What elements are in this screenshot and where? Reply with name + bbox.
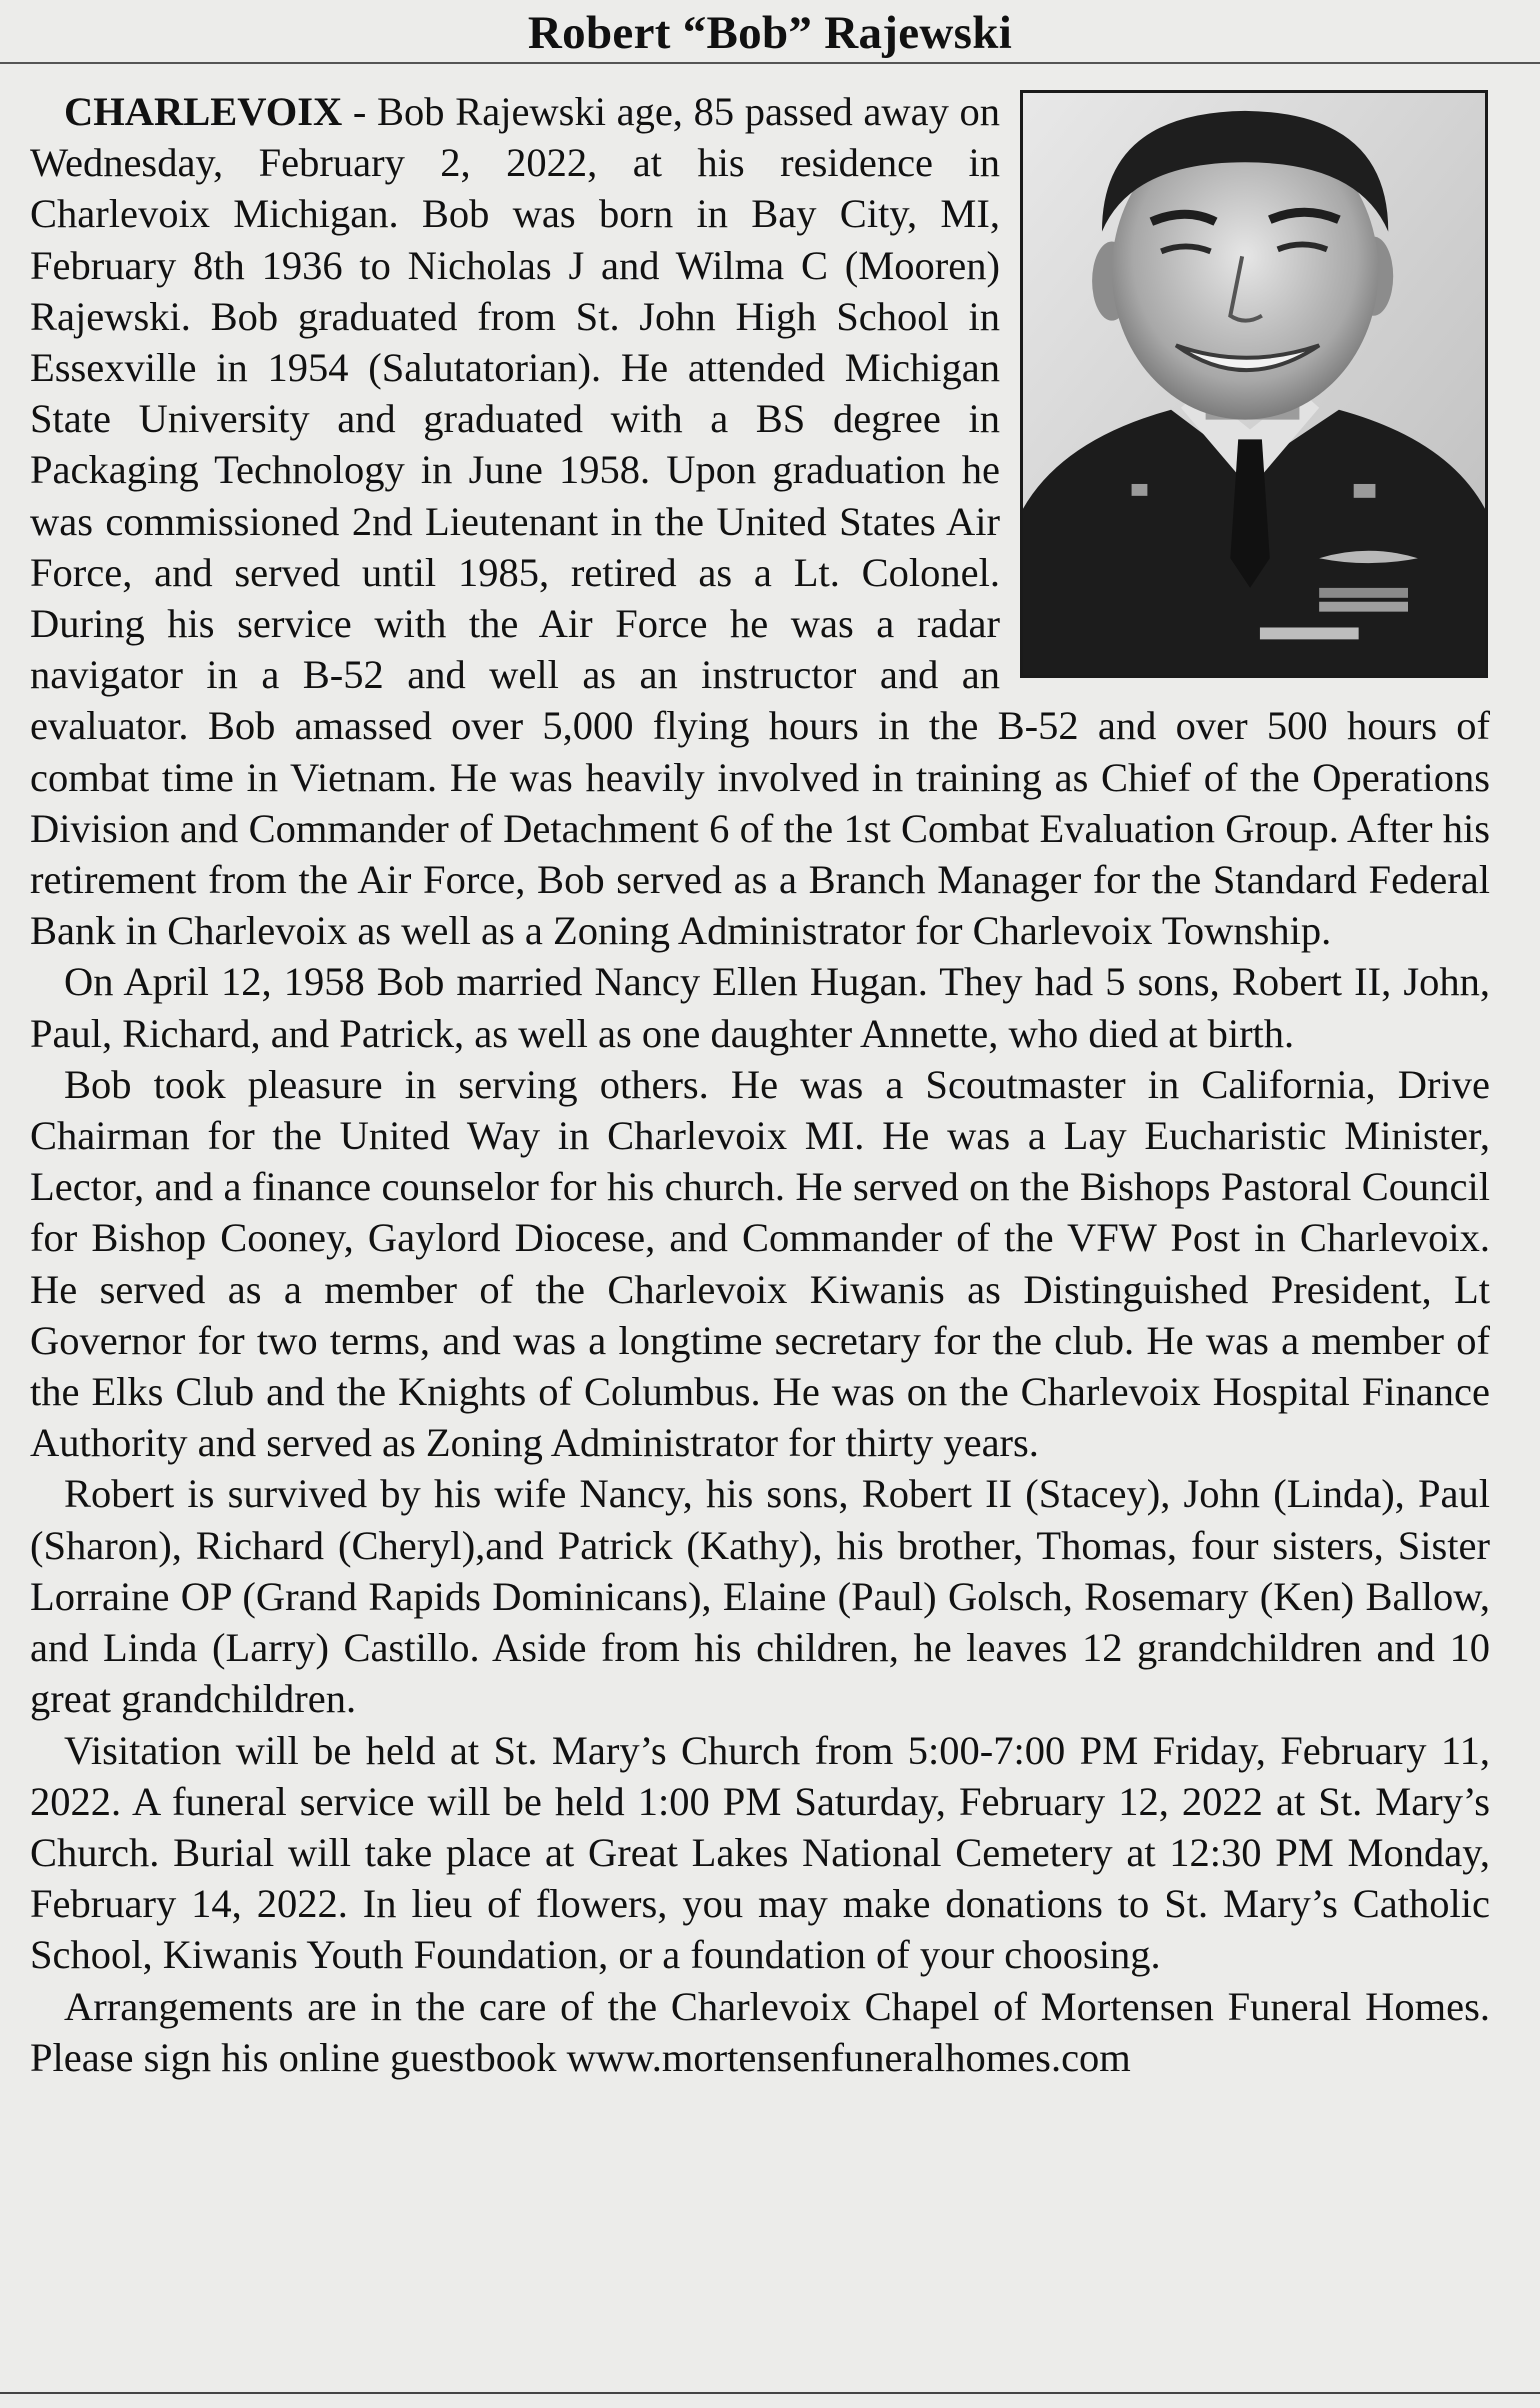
- obituary-paragraph-4: Robert is survived by his wife Nancy, his sons, Robert II (Stacey), John (Linda), Paul (Sharon), Richard (Cheryl),and Patrick (Kathy), his brother, Thomas, four sisters, Sister Lorraine OP (Grand Rapids Dominicans), Elaine (Paul) Golsch, Rosemary (Ken) Ballow, and Linda (Larry) Castillo. Aside from his children, he leaves 12 grandchildren and 10 great grandchildren.: [30, 1471, 1490, 1722]
- paragraph-text: - Bob Rajewski age, 85 passed away on Wednesday, February 2, 2022, at his residence in Charlevoix Michigan. Bob was born in Bay City, MI, February 8th 1936 to Nicholas J and Wilma C (Mooren) Rajewski. Bob graduated from St. John High School in Essexville in 1954 (Salutatorian). He attended Michigan State University and graduated with a BS degree in Packaging Technology in June 1958. Upon graduation he was commissioned 2nd Lieutenant in the United States Air Force, and served until 1985, retired as a Lt. Colonel. During his service with the Air Force he was a radar navigator in a B-52 and well as an instructor and an evaluator. Bob amassed over 5,000 flying hours in the B-52 and over 500 hours of combat time in Vietnam. He was heavily involved in training as Chief of the Operations Division and Commander of Detachment 6 of the 1st Combat Evaluation Group. After his retirement from the Air Force, Bob served as a Branch Manager for the Standard Federal Bank in Charlevoix as well as a Zoning Administrator for Charlevoix Township.: [30, 89, 1490, 954]
- photo-wrap-space: [1000, 86, 1490, 696]
- obituary-paragraph-5: Visitation will be held at St. Mary’s Church from 5:00-7:00 PM Friday, February 11, 2022. A funeral service will be held 1:00 PM Saturday, February 12, 2022 at St. Mary’s Church. Burial will take place at Great Lakes National Cemetery at 12:30 PM Monday, February 14, 2022. In lieu of flowers, you may make donations to St. Mary’s Catholic School, Kiwanis Youth Foundation, or a foundation of your choosing.: [30, 1727, 1490, 1978]
- obituary-paragraph-3: Bob took pleasure in serving others. He was a Scoutmaster in California, Drive Chairman for the United Way in Charlevoix MI. He was a Lay Eucharistic Minister, Lector, and a finance counselor for his church. He served on the Bishops Pastoral Council for Bishop Cooney, Gaylord Diocese, and Commander of the VFW Post in Charlevoix. He served as a member of the Charlevoix Kiwanis as Distinguished President, Lt Governor for two terms, and was a longtime secretary for the club. He was a member of the Elks Club and the Knights of Columbus. He was on the Charlevoix Hospital Finance Authority and served as Zoning Administrator for thirty years.: [30, 1061, 1490, 1466]
- obituary-title: Robert “Bob” Rajewski: [527, 7, 1013, 59]
- title-divider: [0, 62, 1540, 64]
- obituary-paragraph-2: On April 12, 1958 Bob married Nancy Ellen Hugan. They had 5 sons, Robert II, John, Paul, Richard, and Patrick, as well as one daughter Annette, who died at birth.: [30, 959, 1490, 1056]
- obituary-paragraph-6: Arrangements are in the care of the Charlevoix Chapel of Mortensen Funeral Homes. Please sign his online guestbook www.mortensenfuneralhomes.com: [30, 1983, 1490, 2080]
- obituary-body: [30, 86, 1490, 2083]
- bottom-divider: [0, 2392, 1540, 2394]
- dateline: CHARLEVOIX: [64, 89, 343, 134]
